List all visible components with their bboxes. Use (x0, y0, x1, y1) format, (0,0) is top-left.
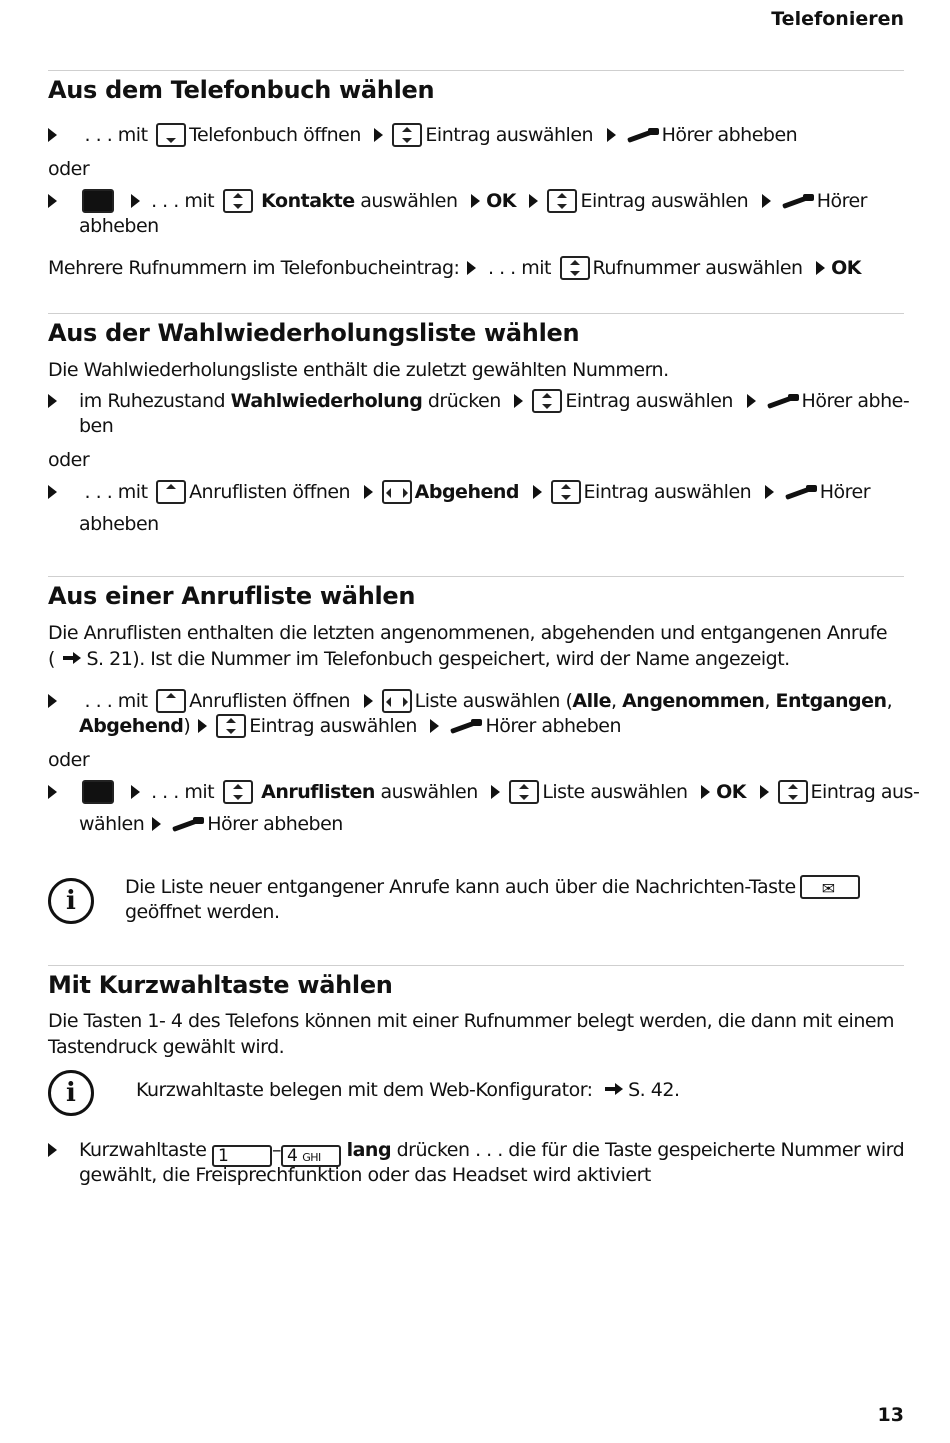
handset-icon (170, 815, 204, 833)
step: Kurzwahltaste 1 – 4 GHI lang drücken . . . die für die Taste gespeicherte Nummer wird (48, 1137, 904, 1167)
handset-icon (448, 717, 482, 735)
arrow-icon (607, 122, 616, 148)
speed-dial-key-4: 4 GHI (281, 1145, 341, 1167)
nav-key-icon (392, 123, 422, 147)
note-text: Kurzwahltaste belegen mit dem Web-Konfigurator: S. 42. (136, 1079, 680, 1101)
step-continuation: Abgehend) Eintrag auswählen Hörer abheben (79, 715, 622, 737)
arrow-icon (533, 479, 542, 505)
divider (48, 313, 904, 314)
section-title: Aus einer Anrufliste wählen (48, 582, 416, 610)
arrow-icon (364, 479, 373, 505)
nav-key-icon (509, 780, 539, 804)
step: im Ruhezustand Wahlwiederholung drücken Eintrag auswählen Hörer abhe- (48, 388, 909, 414)
arrow-icon (701, 779, 710, 805)
arrow-icon (765, 479, 774, 505)
divider (48, 576, 904, 577)
paragraph: Die Anruflisten enthalten die letzten angenommenen, abgehenden und entgangenen Anrufe (48, 622, 888, 644)
handset-icon (765, 392, 799, 410)
step-continuation: abheben (79, 513, 159, 535)
step: . . . mit Telefonbuch öffnen Eintrag auswählen Hörer abheben (48, 122, 797, 148)
menu-key-icon (82, 189, 114, 213)
section-title: Aus dem Telefonbuch wählen (48, 76, 435, 104)
section-title: Aus der Wahlwiederholungsliste wählen (48, 319, 580, 347)
step: . . . mit Anruflisten öffnen Liste auswählen (Alle, Angenommen, Entgangen, (48, 688, 892, 714)
step-continuation: gewählt, die Freisprechfunktion oder das Headset wird aktiviert (79, 1164, 651, 1186)
paragraph: Tastendruck gewählt wird. (48, 1036, 285, 1058)
arrow-icon (491, 779, 500, 805)
handset-icon (783, 483, 817, 501)
note-text: Die Liste neuer entgangener Anrufe kann auch über die Nachrichten-Taste✉ (125, 874, 860, 900)
arrow-icon (198, 713, 207, 739)
arrow-icon (747, 388, 756, 414)
menu-key-icon (82, 780, 114, 804)
arrow-icon (467, 255, 476, 281)
step: . . . mit Kontakte auswählen OK Eintrag auswählen Hörer (48, 188, 867, 214)
paragraph: ( S. 21). Ist die Nummer im Telefonbuch gespeichert, wird der Name angezeigt. (48, 648, 790, 670)
handset-icon (780, 192, 814, 210)
page-reference-arrow-icon (73, 652, 81, 664)
message-key-icon (800, 875, 860, 899)
step-continuation: ben (79, 415, 114, 437)
nav-down-key-icon (156, 123, 186, 147)
arrow-icon (471, 188, 480, 214)
arrow-icon (762, 188, 771, 214)
divider (48, 965, 904, 966)
step-arrow-icon (48, 688, 79, 714)
arrow-icon (514, 388, 523, 414)
nav-key-icon (560, 256, 590, 280)
section-title: Mit Kurzwahltaste wählen (48, 971, 393, 999)
info-icon: i (48, 1070, 94, 1116)
arrow-icon (529, 188, 538, 214)
arrow-icon (131, 779, 140, 805)
page-number: 13 (877, 1404, 904, 1426)
step: . . . mit Anruflisten öffnen Abgehend Eintrag auswählen Hörer (48, 479, 870, 505)
info-icon: i (48, 878, 94, 924)
nav-key-icon (216, 714, 246, 738)
nav-key-icon (532, 389, 562, 413)
step-arrow-icon (48, 188, 79, 214)
arrow-icon (816, 255, 825, 281)
step-arrow-icon (48, 1137, 79, 1163)
nav-left-right-key-icon (382, 480, 412, 504)
nav-up-key-icon (156, 689, 186, 713)
page-reference-arrow-icon (615, 1083, 623, 1095)
nav-key-icon (551, 480, 581, 504)
nav-key-icon (223, 780, 253, 804)
arrow-icon (131, 188, 140, 214)
paragraph: Mehrere Rufnummern im Telefonbucheintrag: . . . mit Rufnummer auswählen OK (48, 257, 861, 279)
oder-text: oder (48, 158, 90, 180)
nav-left-right-key-icon (382, 689, 412, 713)
step-arrow-icon (48, 779, 79, 805)
step-arrow-icon (48, 122, 79, 148)
arrow-icon (374, 122, 383, 148)
arrow-icon (430, 713, 439, 739)
step-continuation: abheben (79, 215, 159, 237)
running-header: Telefonieren (771, 8, 904, 30)
oder-text: oder (48, 449, 90, 471)
speed-dial-key-1: 1 (212, 1145, 272, 1167)
oder-text: oder (48, 749, 90, 771)
arrow-icon (364, 688, 373, 714)
nav-key-icon (778, 780, 808, 804)
step-arrow-icon (48, 479, 79, 505)
step: . . . mit Anruflisten auswählen Liste auswählen OK Eintrag aus- (48, 779, 919, 805)
divider (48, 70, 904, 71)
nav-key-icon (547, 189, 577, 213)
step-arrow-icon (48, 388, 79, 414)
arrow-icon (152, 811, 161, 837)
paragraph: Die Tasten 1- 4 des Telefons können mit einer Rufnummer belegt werden, die dann mit einem (48, 1010, 895, 1032)
arrow-icon (760, 779, 769, 805)
paragraph: Die Wahlwiederholungsliste enthält die zuletzt gewählten Nummern. (48, 359, 669, 381)
note-text: geöffnet werden. (125, 901, 280, 923)
nav-key-icon (223, 189, 253, 213)
nav-up-key-icon (156, 480, 186, 504)
handset-icon (625, 126, 659, 144)
step-continuation: wählen Hörer abheben (79, 813, 343, 835)
